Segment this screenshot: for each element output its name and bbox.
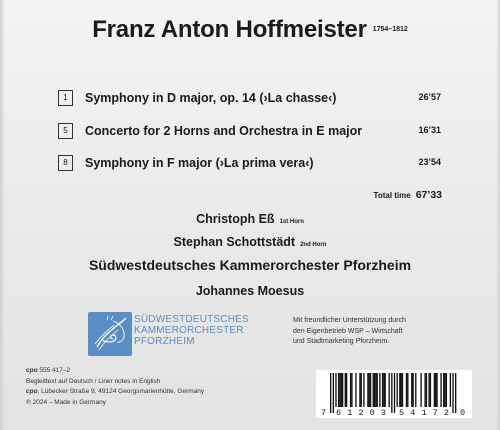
composer-name: Franz Anton Hoffmeister (92, 16, 367, 43)
track-number: 8 (58, 155, 73, 171)
barcode-bar (450, 373, 451, 407)
sponsor-line: den Eigenbetrieb WSP – Wirtschaft (293, 327, 403, 335)
barcode-bar (355, 373, 356, 407)
track-row (58, 155, 441, 171)
barcode-bar (379, 373, 380, 407)
barcode-bar (452, 373, 453, 413)
performer (0, 233, 500, 251)
barcode-bar (370, 373, 371, 407)
barcode-bar (345, 373, 346, 407)
barcode-bar (363, 373, 364, 407)
orchestra-logo (88, 312, 258, 356)
barcode-bar (411, 373, 412, 407)
barcode (316, 370, 472, 418)
track-row (58, 123, 441, 139)
barcode-bar (333, 373, 334, 413)
track-duration: 26’57 (418, 92, 441, 102)
barcode-bar (373, 373, 374, 407)
cpo-logo: cpo (26, 388, 38, 395)
track-duration: 16’31 (418, 125, 441, 135)
barcode-bar (361, 373, 362, 407)
barcode-bar (394, 373, 395, 413)
orchestra-name: Südwestdeutsches Kammerorchester Pforzheim (88, 257, 412, 273)
barcode-bar (339, 373, 340, 407)
barcode-bar (335, 373, 336, 407)
sponsor-note (293, 316, 406, 348)
total-time-label: Total time (373, 191, 411, 200)
barcode-bar (385, 373, 386, 407)
barcode-bar (402, 373, 403, 407)
barcode-bar (382, 373, 383, 407)
track-duration: 23’54 (418, 157, 441, 167)
barcode-check-digit: 0 (460, 408, 466, 418)
barcode-bar (346, 373, 347, 407)
liner-notes-line: Begleittext auf Deutsch / Liner notes in English (26, 377, 161, 385)
barcode-bar (424, 373, 425, 407)
cpo-logo: cpo (26, 367, 38, 374)
barcode-bar (412, 373, 413, 407)
catalog-number: 555 417–2 (39, 367, 71, 374)
barcode-bar (455, 373, 456, 413)
barcode-bar (359, 373, 360, 407)
sponsor-line: Mit freundlicher Unterstützung durch (293, 317, 406, 324)
barcode-bar (350, 373, 351, 407)
barcode-bar (374, 373, 375, 407)
barcode-left-digits: 61203 (336, 408, 386, 418)
catalog-line (26, 366, 204, 377)
performer-name: Stephan Schottstädt (173, 235, 296, 249)
total-time (374, 185, 442, 203)
barcode-bar (383, 373, 384, 407)
barcode-bar (436, 373, 437, 407)
barcode-bar (375, 373, 376, 407)
barcode-bar (330, 373, 331, 413)
copyright-line: ℗ 2024 – Made in Germany (26, 398, 106, 406)
violin-scroll-icon (88, 312, 132, 356)
track-row (58, 90, 441, 106)
barcode-bar (341, 373, 342, 407)
sponsor-line: und Stadtmarketing Pforzheim. (293, 338, 390, 345)
barcode-bar (407, 373, 408, 407)
performer-role: 2nd Horn (300, 242, 327, 248)
address-text: , Lübecker Straße 9, 49124 Georgsmarienhütte, Germany (37, 388, 205, 395)
barcode-bar (369, 373, 370, 407)
barcode-bar (391, 373, 392, 413)
composer-heading (0, 16, 500, 44)
barcode-bar (400, 373, 401, 407)
barcode-bar (406, 373, 407, 407)
barcode-bar (444, 373, 445, 407)
barcode-bar (443, 373, 444, 407)
logo-line: SÜDWESTDEUTSCHES (134, 314, 249, 325)
barcode-bar (430, 373, 431, 407)
barcode-bar (367, 373, 368, 407)
barcode-bar (342, 373, 343, 407)
performer-name: Christoph Eß (196, 212, 275, 226)
performer-role: 1st Horn (279, 219, 304, 225)
barcode-bar (389, 373, 390, 407)
logo-line: KAMMERORCHESTER (134, 325, 244, 336)
conductor-name: Johannes Moesus (195, 284, 305, 298)
label-info (26, 366, 204, 408)
barcode-bar (397, 373, 398, 407)
address-line (26, 387, 204, 398)
barcode-bar (428, 373, 429, 407)
track-title: Symphony in D major, op. 14 (›La chasse‹) (85, 91, 337, 105)
barcode-bar (420, 373, 421, 407)
barcode-bar (415, 373, 416, 407)
barcode-bar (434, 373, 435, 407)
track-title: Symphony in F major (›La prima vera‹) (85, 156, 314, 170)
barcode-bar (435, 373, 436, 407)
barcode-right-digits: 54172 (399, 408, 449, 418)
track-number: 5 (58, 123, 73, 139)
barcode-bar (338, 373, 339, 407)
barcode-bar (399, 373, 400, 407)
barcode-first-digit: 7 (321, 408, 327, 418)
barcode-bar (377, 373, 378, 407)
total-time-value: 67’33 (415, 189, 442, 201)
track-number: 1 (58, 90, 73, 106)
logo-line: PFORZHEIM (134, 336, 195, 347)
barcode-bar (351, 373, 352, 407)
track-title: Concerto for 2 Horns and Orchestra in E major (85, 124, 363, 138)
barcode-bar (446, 373, 447, 407)
composer-dates: 1754–1812 (372, 26, 408, 33)
performer (0, 210, 500, 228)
barcode-bar (426, 373, 427, 407)
barcode-bar (440, 373, 441, 407)
